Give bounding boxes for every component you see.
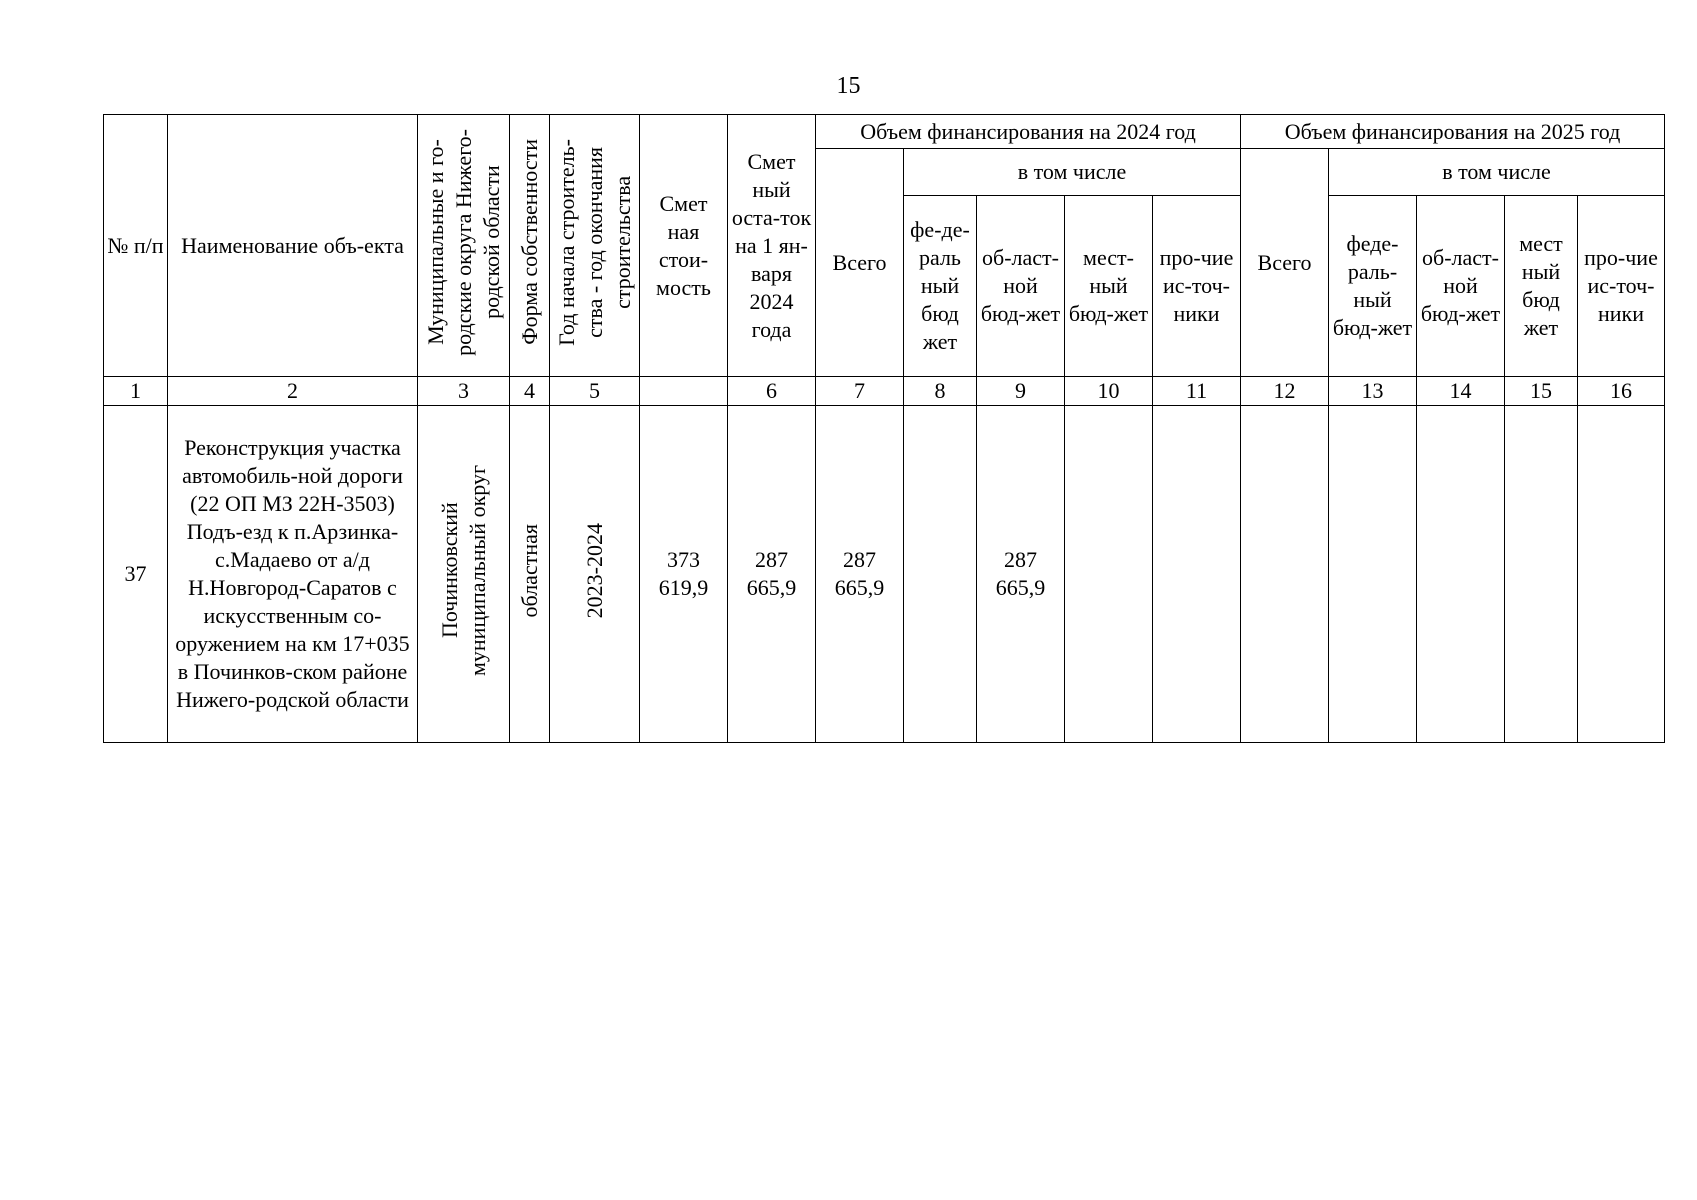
column-number: 15 bbox=[1505, 377, 1578, 406]
construction-years: 2023-2024 bbox=[550, 406, 640, 743]
funding-table bbox=[103, 114, 1665, 743]
column-number bbox=[640, 377, 728, 406]
column-number: 14 bbox=[1417, 377, 1505, 406]
column-number: 6 bbox=[728, 377, 816, 406]
header-num: № п/п bbox=[104, 115, 168, 377]
header-municipality: Муниципальные и го- родские округа Нижего- родской области bbox=[418, 115, 510, 377]
header-funding-2024: Объем финансирования на 2024 год bbox=[816, 115, 1241, 149]
row-number: 37 bbox=[104, 406, 168, 743]
header-construction-years: Год начала строитель- ства - год окончания строительства bbox=[550, 115, 640, 377]
column-number: 16 bbox=[1578, 377, 1665, 406]
header-other-2024: про-чие ис-точ-ники bbox=[1153, 196, 1241, 377]
column-number: 11 bbox=[1153, 377, 1241, 406]
column-number: 12 bbox=[1241, 377, 1329, 406]
object-name: Реконструкция участка автомобиль-ной дороги (22 ОП МЗ 22Н-3503) Подъ-езд к п.Арзинка-с.Мадаево от а/д Н.Новгород-Саратов с искусственным со-оружением на км 17+035 в Починков-ском районе Нижего-родской области bbox=[168, 406, 418, 743]
other-2025 bbox=[1578, 406, 1665, 743]
header-total-2025: Всего bbox=[1241, 149, 1329, 377]
ownership-form: областная bbox=[510, 406, 550, 743]
federal-2024 bbox=[904, 406, 977, 743]
column-numbers-row bbox=[104, 377, 1665, 406]
header-ownership: Форма собственности bbox=[510, 115, 550, 377]
header-regional-2024: об-ласт-ной бюд-жет bbox=[977, 196, 1065, 377]
column-number: 10 bbox=[1065, 377, 1153, 406]
header-federal-2025: феде-раль-ный бюд-жет bbox=[1329, 196, 1417, 377]
municipality: Починковский муниципальный округ bbox=[418, 406, 510, 743]
header-regional-2025: об-ласт-ной бюд-жет bbox=[1417, 196, 1505, 377]
total-2025 bbox=[1241, 406, 1329, 743]
header-including-2024: в том числе bbox=[904, 149, 1241, 196]
column-number: 3 bbox=[418, 377, 510, 406]
federal-2025 bbox=[1329, 406, 1417, 743]
header-other-2025: про-чие ис-точ-ники bbox=[1578, 196, 1665, 377]
header-row-1 bbox=[104, 115, 1665, 149]
local-2025 bbox=[1505, 406, 1578, 743]
header-estimate-cost: Смет ная стои-мость bbox=[640, 115, 728, 377]
header-total-2024: Всего bbox=[816, 149, 904, 377]
regional-2024: 287 665,9 bbox=[977, 406, 1065, 743]
column-number: 9 bbox=[977, 377, 1065, 406]
header-local-2025: мест ный бюд жет bbox=[1505, 196, 1578, 377]
column-number: 13 bbox=[1329, 377, 1417, 406]
column-number: 4 bbox=[510, 377, 550, 406]
header-funding-2025: Объем финансирования на 2025 год bbox=[1241, 115, 1665, 149]
table-row bbox=[104, 406, 1665, 743]
column-number: 2 bbox=[168, 377, 418, 406]
page-number: 15 bbox=[836, 73, 861, 99]
header-object-name: Наименование объ-екта bbox=[168, 115, 418, 377]
regional-2025 bbox=[1417, 406, 1505, 743]
other-2024 bbox=[1153, 406, 1241, 743]
estimate-remainder: 287 665,9 bbox=[728, 406, 816, 743]
column-number: 7 bbox=[816, 377, 904, 406]
header-including-2025: в том числе bbox=[1329, 149, 1665, 196]
column-number: 5 bbox=[550, 377, 640, 406]
column-number: 8 bbox=[904, 377, 977, 406]
header-estimate-remainder: Смет ный оста-ток на 1 ян-варя 2024 года bbox=[728, 115, 816, 377]
local-2024 bbox=[1065, 406, 1153, 743]
header-local-2024: мест-ный бюд-жет bbox=[1065, 196, 1153, 377]
estimate-cost: 373 619,9 bbox=[640, 406, 728, 743]
total-2024: 287 665,9 bbox=[816, 406, 904, 743]
column-number: 1 bbox=[104, 377, 168, 406]
header-federal-2024: фе-де-раль ный бюд жет bbox=[904, 196, 977, 377]
